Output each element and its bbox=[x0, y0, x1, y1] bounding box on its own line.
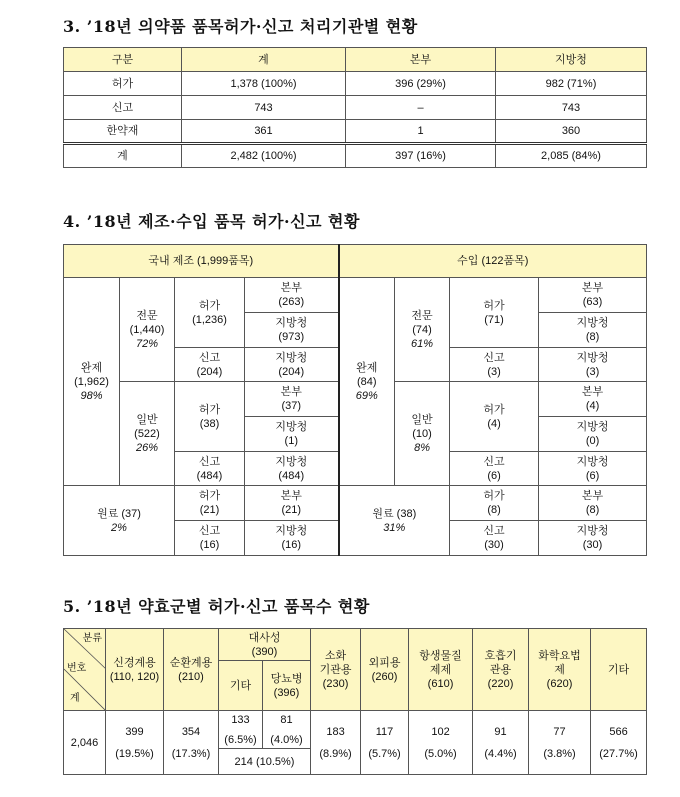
col-header: 신경계용 (110, 120) bbox=[106, 629, 164, 711]
col-header-metab: 대사성 (390) bbox=[219, 629, 311, 661]
dom-jibang1s: 지방청 (204) bbox=[245, 348, 339, 382]
dom-singo2: 신고 (484) bbox=[175, 452, 245, 486]
header-cell: 지방청 bbox=[496, 48, 647, 72]
table-cell: 743 bbox=[182, 96, 346, 120]
metab-sum-cell: 214 (10.5%) bbox=[219, 749, 311, 775]
corner-top-label: 분류 bbox=[82, 633, 102, 644]
col-header: 화학요법 제 (620) bbox=[529, 629, 591, 711]
header-cell: 계 bbox=[182, 48, 346, 72]
imp-ilban: 일반 (10) 8% bbox=[395, 382, 450, 486]
table-row bbox=[64, 72, 647, 96]
total-row bbox=[64, 144, 647, 168]
imp-jibang2: 지방청 (0) bbox=[539, 417, 647, 452]
table-cell: 2,482 (100%) bbox=[182, 144, 346, 168]
import-header: 수입 (122품목) bbox=[339, 245, 647, 278]
value-cell: 399 (19.5%) bbox=[106, 711, 164, 775]
imp-singo3: 신고 (30) bbox=[450, 521, 539, 556]
imp-jibang2s: 지방청 (6) bbox=[539, 452, 647, 486]
value-cell: 77 (3.8%) bbox=[529, 711, 591, 775]
imp-bonbu3: 본부 (8) bbox=[539, 486, 647, 521]
dom-wanje: 완제 (1,962) 98% bbox=[64, 278, 120, 486]
imp-heoga1: 허가 (71) bbox=[450, 278, 539, 348]
col-header: 외피용 (260) bbox=[361, 629, 409, 711]
table-cell: 2,085 (84%) bbox=[496, 144, 647, 168]
dom-jibang1: 지방청 (973) bbox=[245, 313, 339, 348]
dom-heoga2: 허가 (38) bbox=[175, 382, 245, 452]
imp-singo2: 신고 (6) bbox=[450, 452, 539, 486]
dom-jeonmun: 전문 (1,440) 72% bbox=[120, 278, 175, 382]
dom-heoga3: 허가 (21) bbox=[175, 486, 245, 521]
dom-singo1: 신고 (204) bbox=[175, 348, 245, 382]
total-cell: 2,046 bbox=[64, 711, 106, 775]
table-cell: 982 (71%) bbox=[496, 72, 647, 96]
dom-bonbu2: 본부 (37) bbox=[245, 382, 339, 417]
value-cell: 566 (27.7%) bbox=[591, 711, 647, 775]
imp-wonryo: 원료 (38) 31% bbox=[339, 486, 450, 556]
table-cell: 396 (29%) bbox=[346, 72, 496, 96]
col-header: 순환계용 (210) bbox=[164, 629, 219, 711]
table-row bbox=[64, 96, 647, 120]
section4-table bbox=[63, 244, 647, 556]
row-label: 신고 bbox=[64, 96, 182, 120]
dom-jibang2: 지방청 (1) bbox=[245, 417, 339, 452]
table-cell: 360 bbox=[496, 120, 647, 144]
table-cell: 1,378 (100%) bbox=[182, 72, 346, 96]
value-cell: 91 (4.4%) bbox=[473, 711, 529, 775]
section3-title: 3. ’18년 의약품 품목허가·신고 처리기관별 현황 bbox=[63, 17, 418, 36]
table-row bbox=[64, 120, 647, 144]
table-cell: 1 bbox=[346, 120, 496, 144]
imp-jibang1s: 지방청 (3) bbox=[539, 348, 647, 382]
dom-heoga1: 허가 (1,236) bbox=[175, 278, 245, 348]
section5-title: 5. ’18년 약효군별 허가·신고 품목수 현황 bbox=[63, 597, 370, 616]
imp-jibang3s: 지방청 (30) bbox=[539, 521, 647, 556]
dom-jibang3s: 지방청 (16) bbox=[245, 521, 339, 556]
value-cell: 81 (4.0%) bbox=[263, 711, 311, 749]
imp-bonbu1: 본부 (63) bbox=[539, 278, 647, 313]
imp-wanje: 완제 (84) 69% bbox=[339, 278, 395, 486]
value-cell: 102 (5.0%) bbox=[409, 711, 473, 775]
dom-ilban: 일반 (522) 26% bbox=[120, 382, 175, 486]
dom-bonbu3: 본부 (21) bbox=[245, 486, 339, 521]
domestic-header: 국내 제조 (1,999품목) bbox=[64, 245, 339, 278]
col-header-diab: 당뇨병 (396) bbox=[263, 661, 311, 711]
table-cell: 361 bbox=[182, 120, 346, 144]
value-cell: 133 (6.5%) bbox=[219, 711, 263, 749]
imp-heoga2: 허가 (4) bbox=[450, 382, 539, 452]
header-cell: 본부 bbox=[346, 48, 496, 72]
row-label: 계 bbox=[64, 144, 182, 168]
section5-table bbox=[63, 628, 647, 775]
table-cell: 743 bbox=[496, 96, 647, 120]
col-header-gita: 기타 bbox=[219, 661, 263, 711]
row-label: 허가 bbox=[64, 72, 182, 96]
value-cell: 117 (5.7%) bbox=[361, 711, 409, 775]
row-label: 한약재 bbox=[64, 120, 182, 144]
table-cell: – bbox=[346, 96, 496, 120]
imp-bonbu2: 본부 (4) bbox=[539, 382, 647, 417]
corner-cell bbox=[64, 629, 106, 711]
section3-table bbox=[63, 47, 647, 168]
dom-singo3: 신고 (16) bbox=[175, 521, 245, 556]
corner-mid-label: 번호 bbox=[67, 663, 87, 674]
dom-wonryo: 원료 (37) 2% bbox=[64, 486, 175, 556]
imp-singo1: 신고 (3) bbox=[450, 348, 539, 382]
imp-heoga3: 허가 (8) bbox=[450, 486, 539, 521]
table-cell: 397 (16%) bbox=[346, 144, 496, 168]
section4-title: 4. ’18년 제조·수입 품목 허가·신고 현황 bbox=[63, 212, 360, 231]
corner-bottom-label: 계 bbox=[70, 693, 80, 704]
dom-bonbu1: 본부 (263) bbox=[245, 278, 339, 313]
value-cell: 183 (8.9%) bbox=[311, 711, 361, 775]
col-header: 기타 bbox=[591, 629, 647, 711]
value-cell: 354 (17.3%) bbox=[164, 711, 219, 775]
col-header: 호흡기 관용 (220) bbox=[473, 629, 529, 711]
header-cell: 구분 bbox=[64, 48, 182, 72]
dom-jibang2s: 지방청 (484) bbox=[245, 452, 339, 486]
col-header: 소화 기관용 (230) bbox=[311, 629, 361, 711]
imp-jeonmun: 전문 (74) 61% bbox=[395, 278, 450, 382]
imp-jibang1: 지방청 (8) bbox=[539, 313, 647, 348]
col-header: 항생물질 제제 (610) bbox=[409, 629, 473, 711]
